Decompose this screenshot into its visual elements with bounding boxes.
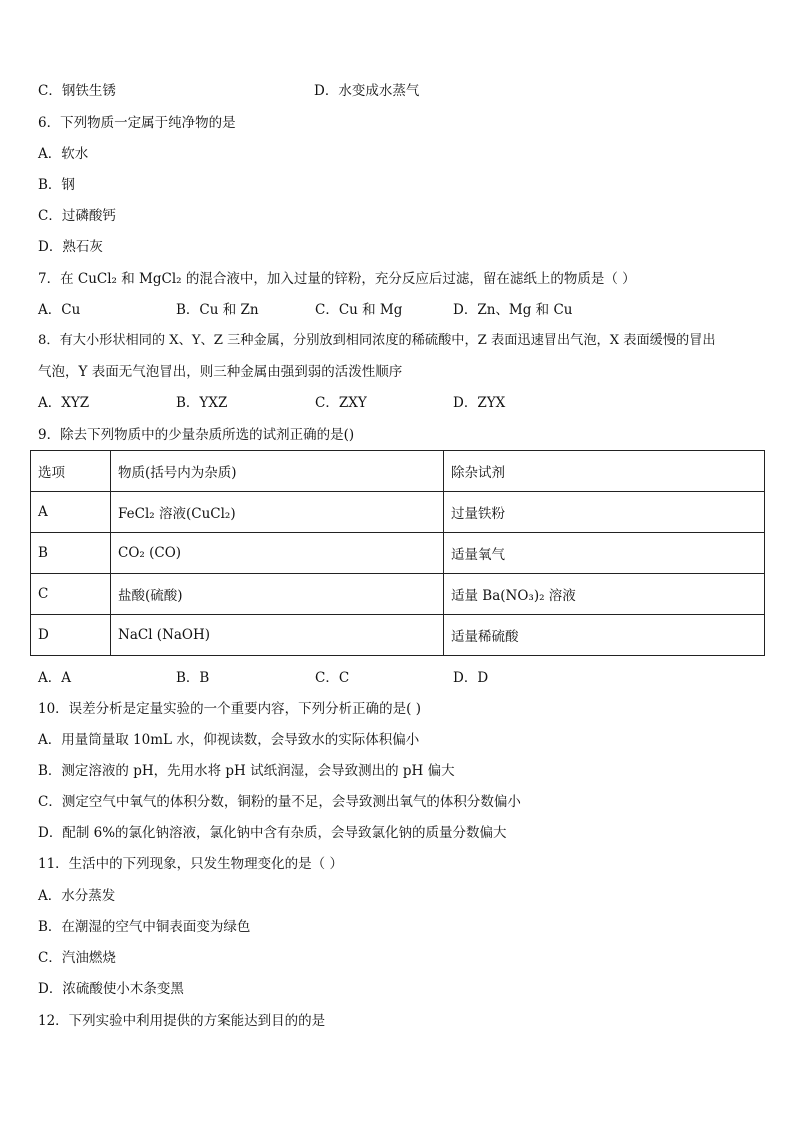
- q9-stem: 9．除去下列物质中的少量杂质所选的试剂正确的是(): [38, 427, 355, 443]
- q12-stem: 12．下列实验中利用提供的方案能达到目的的是: [38, 1013, 326, 1029]
- q11-option-b: B．在潮湿的空气中铜表面变为绿色: [38, 919, 251, 935]
- q6-stem: 6．下列物质一定属于纯净物的是: [38, 115, 236, 131]
- q11-option-a: A．水分蒸发: [38, 888, 116, 904]
- q10-option-b: B．测定溶液的 pH，先用水将 pH 试纸润湿，会导致测出的 pH 偏大: [38, 763, 455, 779]
- q8-stem-line1: 8．有大小形状相同的 X、Y、Z 三种金属，分别放到相同浓度的稀硫酸中，Z 表面迅速冒出气泡，X 表面缓慢的冒出: [38, 333, 716, 348]
- table-cell: 适量 Ba(NO₃)₂ 溶液: [444, 574, 765, 615]
- q8-option-c: C．ZXY: [315, 395, 367, 411]
- q7-option-a: A．Cu: [38, 302, 81, 318]
- table-row: [31, 574, 765, 615]
- q9-option-d: D．D: [453, 670, 489, 686]
- q9-option-a: A．A: [38, 670, 71, 686]
- q6-option-a: A．软水: [38, 146, 89, 162]
- table-cell: 适量氧气: [444, 533, 765, 574]
- q8-option-a: A．XYZ: [38, 395, 90, 411]
- table-cell: 盐酸(硫酸): [111, 574, 444, 615]
- q9-option-b: B．B: [176, 670, 210, 686]
- table-cell: FeCl₂ 溶液(CuCl₂): [111, 492, 444, 533]
- q10-stem: 10．误差分析是定量实验的一个重要内容，下列分析正确的是( ): [38, 701, 422, 717]
- table-cell: 过量铁粉: [444, 492, 765, 533]
- table-cell: A: [31, 492, 111, 533]
- q5-option-c: C．钢铁生锈: [38, 83, 116, 99]
- q8-option-b: B．YXZ: [176, 395, 228, 411]
- table-cell: C: [31, 574, 111, 615]
- q7-option-d: D．Zn、Mg 和 Cu: [453, 302, 573, 318]
- header-cell: 选项: [31, 451, 111, 492]
- q10-option-a: A．用量筒量取 10mL 水，仰视读数，会导致水的实际体积偏小: [38, 732, 420, 748]
- q11-option-c: C．汽油燃烧: [38, 950, 116, 966]
- q7-stem: 7．在 CuCl₂ 和 MgCl₂ 的混合液中，加入过量的锌粉，充分反应后过滤，留在滤纸上的物质是（ ）: [38, 271, 636, 287]
- table-cell: CO₂ (CO): [111, 533, 444, 574]
- q8-stem-line2: 气泡，Y 表面无气泡冒出，则三种金属由强到弱的活泼性顺序: [38, 364, 403, 380]
- header-cell: 除杂试剂: [444, 451, 765, 492]
- table-cell: B: [31, 533, 111, 574]
- q8-option-d: D．ZYX: [453, 395, 506, 411]
- q9-option-c: C．C: [315, 670, 350, 686]
- q10-option-d: D．配制 6%的氯化钠溶液，氯化钠中含有杂质，会导致氯化钠的质量分数偏大: [38, 825, 507, 841]
- q10-option-c: C．测定空气中氧气的体积分数，铜粉的量不足，会导致测出氧气的体积分数偏小: [38, 794, 521, 810]
- table-row: [31, 492, 765, 533]
- q9-table: [30, 450, 765, 656]
- q7-option-b: B．Cu 和 Zn: [176, 302, 259, 318]
- table-cell: D: [31, 615, 111, 656]
- table-row: [31, 615, 765, 656]
- q6-option-b: B．钢: [38, 177, 75, 193]
- q6-option-d: D．熟石灰: [38, 239, 103, 255]
- q5-option-d: D．水变成水蒸气: [314, 83, 420, 99]
- q11-stem: 11．生活中的下列现象，只发生物理变化的是（ ）: [38, 856, 343, 872]
- q7-option-c: C．Cu 和 Mg: [315, 302, 403, 318]
- header-cell: 物质(括号内为杂质): [111, 451, 444, 492]
- table-row: [31, 533, 765, 574]
- q11-option-d: D．浓硫酸使小木条变黑: [38, 981, 184, 997]
- q6-option-c: C．过磷酸钙: [38, 208, 116, 224]
- table-cell: NaCl (NaOH): [111, 615, 444, 656]
- table-cell: 适量稀硫酸: [444, 615, 765, 656]
- table-header-row: [31, 451, 765, 492]
